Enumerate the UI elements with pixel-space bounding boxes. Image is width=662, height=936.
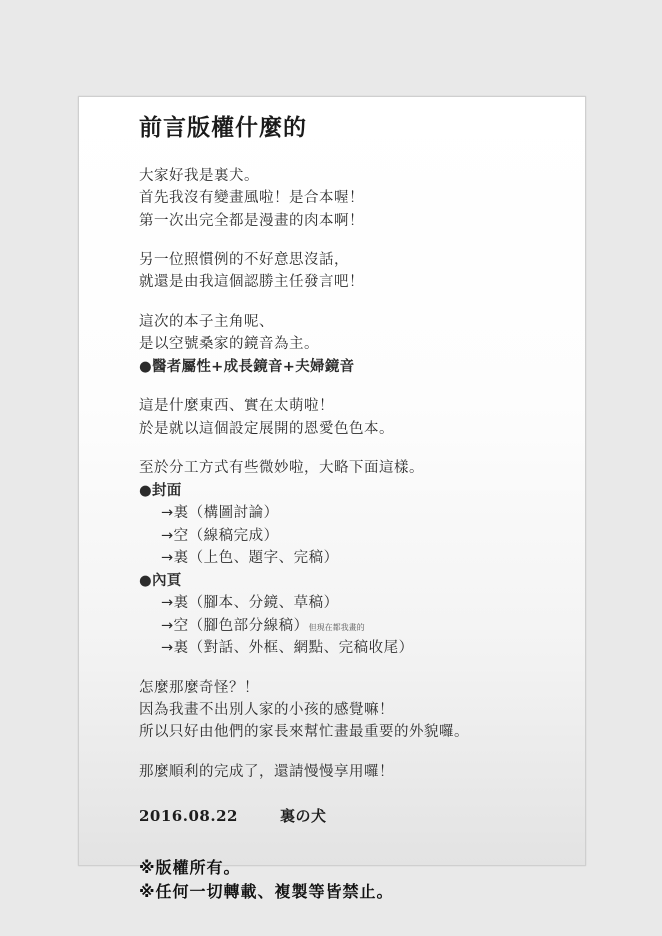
workflow-step: →空（線稿完成） bbox=[161, 527, 279, 544]
workflow-step-note: 但現在都我畫的 bbox=[308, 622, 365, 632]
workflow-step: →裏（對話、外框、網點、完稿收尾） bbox=[161, 640, 414, 657]
text-line: 至於分工方式有些微妙啦，大略下面這樣。 bbox=[139, 460, 424, 477]
text-line: 因為我畫不出別人家的小孩的感覺嘛！ bbox=[139, 701, 394, 718]
workflow-step-text: →空（腳色部分線稿） bbox=[161, 617, 309, 634]
text-line: 這是什麼東西、實在太萌啦！ bbox=[139, 398, 334, 415]
workflow-step: →裏（構圖討論） bbox=[161, 505, 279, 522]
signature-name: 裏の犬 bbox=[279, 807, 327, 826]
paragraph-why-strange bbox=[139, 677, 567, 744]
text-line: 第一次出完全都是漫畫的肉本啊！ bbox=[139, 212, 364, 229]
workflow-step: →裏（腳本、分鏡、草稿） bbox=[161, 595, 339, 612]
paragraph-another-author bbox=[139, 249, 567, 294]
workflow-heading-cover: ●封面 bbox=[139, 482, 182, 499]
notice-line: ※任何一切轉載、複製等皆禁止。 bbox=[139, 881, 394, 901]
text-line: 於是就以這個設定展開的恩愛色色本。 bbox=[139, 420, 394, 437]
text-line: 所以只好由他們的家長來幫忙畫最重要的外貌囉。 bbox=[139, 724, 469, 741]
document-content bbox=[139, 115, 567, 903]
page-title: 前言版權什麼的 bbox=[139, 115, 307, 141]
signature-block bbox=[139, 805, 567, 826]
paragraph-closing bbox=[139, 761, 567, 783]
notice-line: ※版權所有。 bbox=[139, 858, 241, 878]
workflow-heading-inner: ●內頁 bbox=[139, 572, 182, 589]
paragraph-workflow bbox=[139, 457, 567, 659]
paragraph-what-is-this bbox=[139, 395, 567, 440]
text-line: 怎麼那麼奇怪？！ bbox=[139, 679, 259, 696]
text-line: 另一位照慣例的不好意思沒話， bbox=[139, 252, 349, 268]
text-line: 是以空號桑家的鏡音為主。 bbox=[139, 336, 319, 353]
signature-date: 2016.08.22 bbox=[139, 807, 238, 826]
text-line-attributes: ●醫者屬性+成長鏡音+夫婦鏡音 bbox=[139, 358, 355, 375]
text-line: 首先我沒有變畫風啦！是合本喔！ bbox=[139, 190, 364, 207]
workflow-step-with-note bbox=[139, 615, 567, 637]
copyright-notice bbox=[139, 856, 567, 902]
text-line: 大家好我是裏犬。 bbox=[139, 167, 259, 184]
workflow-step: →裏（上色、題字、完稿） bbox=[161, 550, 339, 567]
paragraph-intro bbox=[139, 165, 567, 232]
text-line: 那麼順利的完成了，還請慢慢享用囉！ bbox=[139, 763, 394, 780]
text-line: 這次的本子主角呢、 bbox=[139, 313, 274, 330]
document-sheet bbox=[78, 96, 586, 901]
paragraph-main-characters bbox=[139, 311, 567, 378]
text-line: 就還是由我這個認勝主任發言吧！ bbox=[139, 274, 364, 291]
